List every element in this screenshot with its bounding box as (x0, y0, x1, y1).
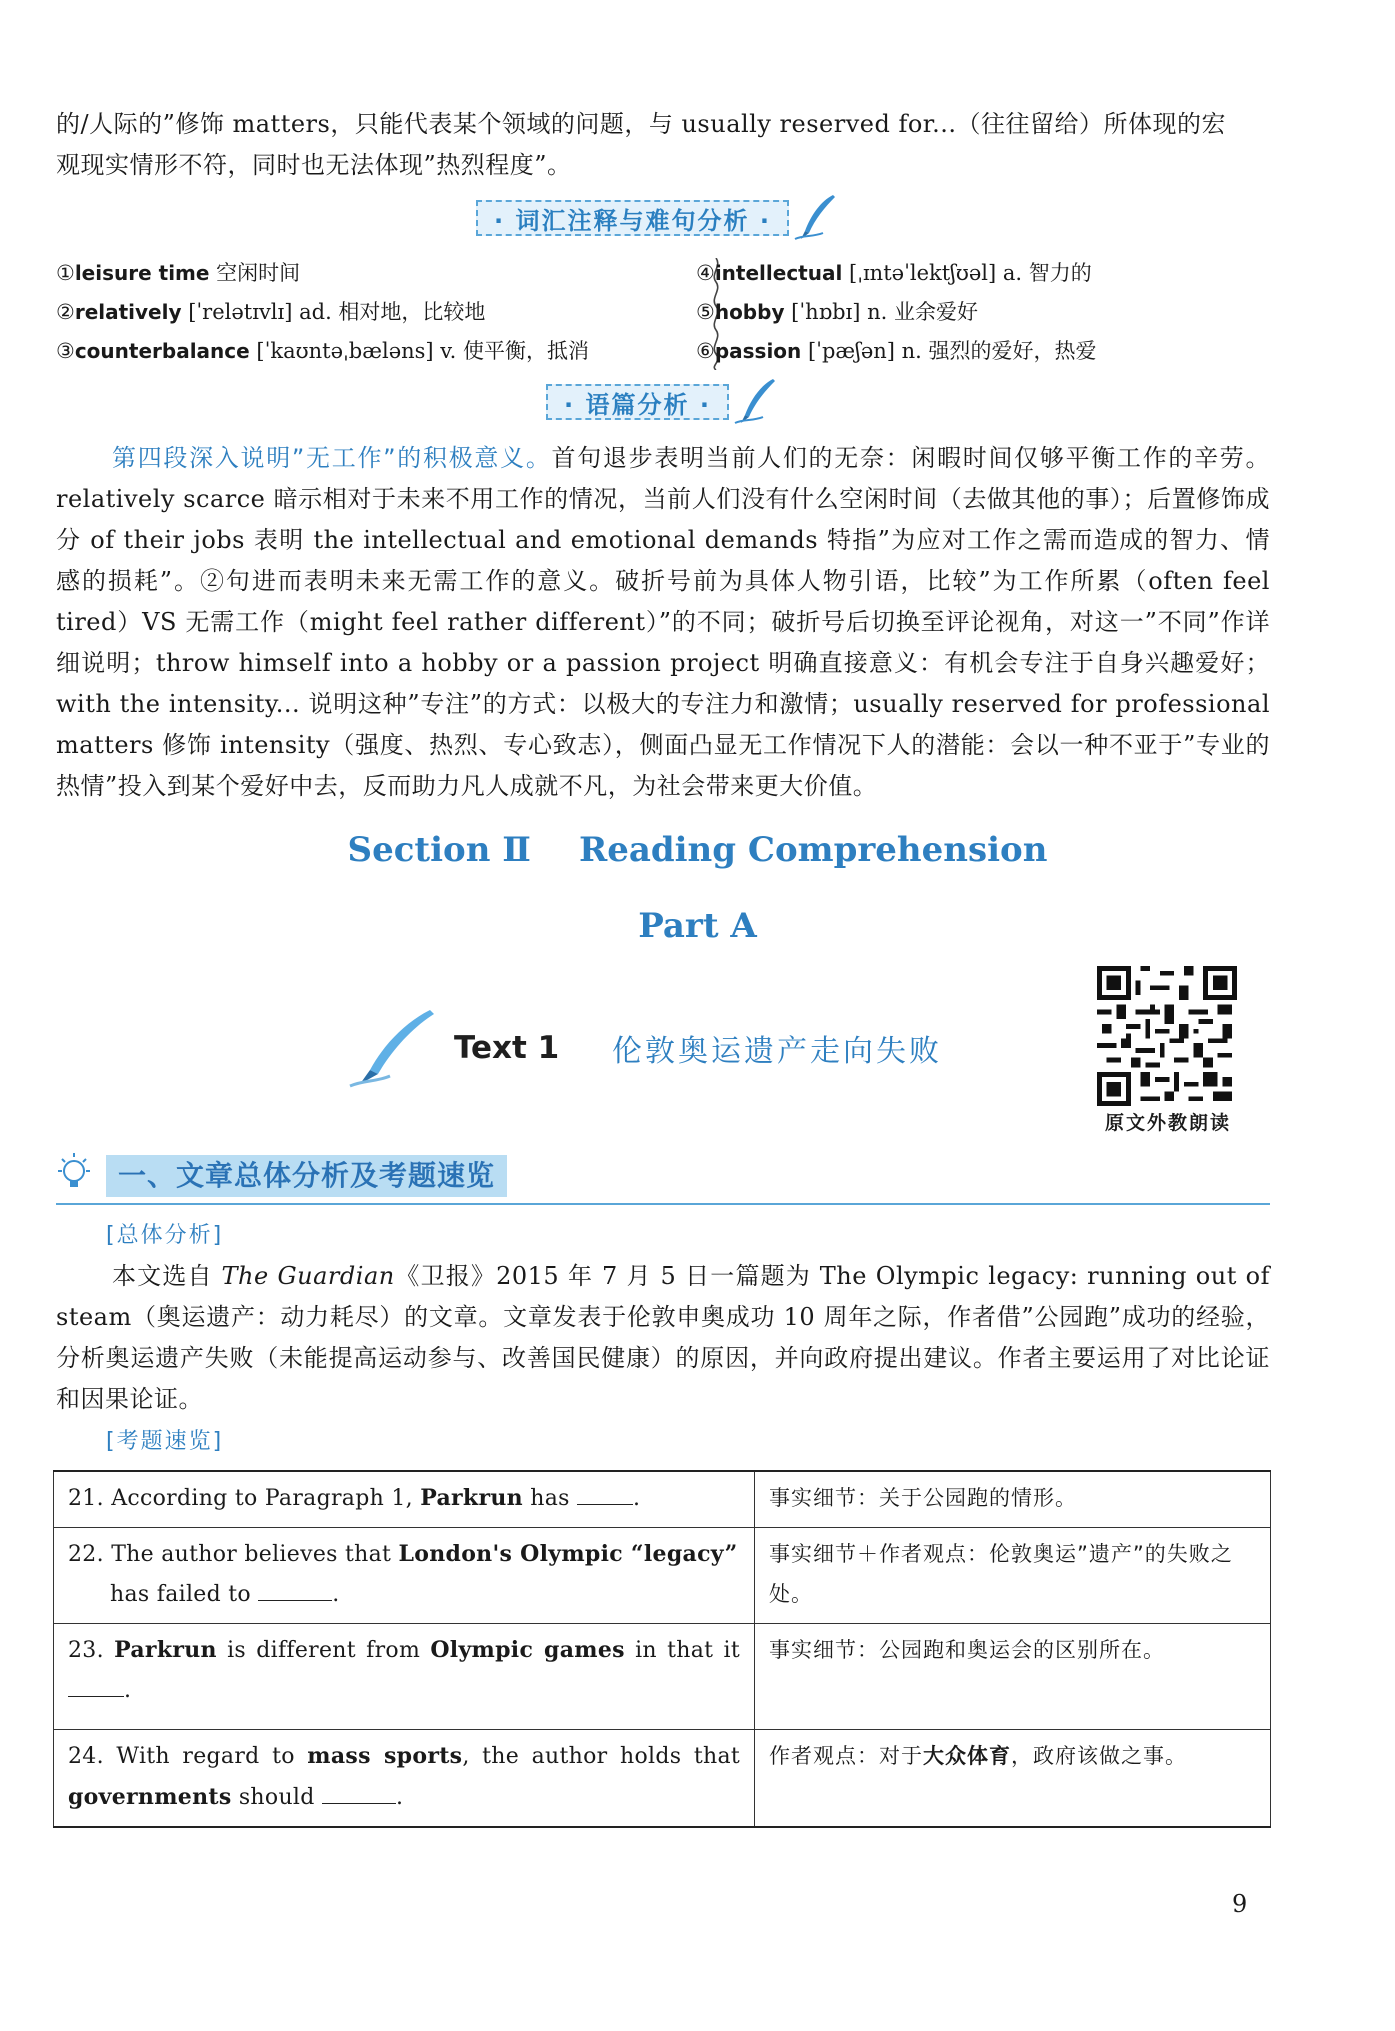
question-cell: 21. According to Paragraph 1, Parkrun has . (54, 1471, 755, 1528)
section-number: Section Ⅱ (347, 830, 531, 870)
answer-blank[interactable] (322, 1781, 396, 1804)
vocab-banner (476, 196, 839, 240)
quill-pen-icon (346, 1008, 436, 1088)
question-cell: 24. With regard to mass sports, the author holds that governments should . (54, 1730, 755, 1828)
vocab-list (56, 254, 1236, 372)
vocab-item: ⑤hobby [ˈhɒbɪ] n. 业余爱好 (696, 300, 978, 324)
vocab-item: ①leisure time 空闲时间 (56, 261, 301, 285)
vocab-column-right (696, 254, 1097, 371)
quick-view-label: [考题速览] (106, 1429, 224, 1454)
lightbulb-icon (52, 1151, 96, 1199)
vocab-item: ②relatively [ˈrelətɪvlɪ] ad. 相对地，比较地 (56, 300, 486, 324)
section-title (0, 830, 1395, 870)
table-row (54, 1624, 1271, 1730)
source-name: The Guardian (221, 1262, 395, 1290)
vocab-item: ③counterbalance [ˈkaʊntəˌbæləns] v. 使平衡，抵消 (56, 339, 590, 363)
vocab-banner-label: · 词汇注释与难句分析 · (476, 200, 789, 236)
intro-line-2: 观现实情形不符，同时也无法体现”热烈程度”。 (56, 151, 572, 179)
table-row (54, 1528, 1271, 1624)
vocab-item: ⑥passion [ˈpæʃən] n. 强烈的爱好，热爱 (696, 339, 1097, 363)
discourse-body: 首句退步表明当前人们的无奈：闲暇时间仅够平衡工作的辛劳。relatively scarce 暗示相对于未来不用工作的情况，当前人们没有什么空闲时间（去做其他的事）；后置修饰成分 of their jobs 表明 the intellectual and emotional demands 特指”为应对工作之需而造成的智力、情感的损耗”。②句进而表明未来无需工作的意义。破折号前为具体人物引语，比较”为工作所累（often feel tired）VS 无需工作（might feel rather different）”的不同；破折号后切换至评论视角，对这一”不同”作详细说明；throw himself into a hobby or a passion project 明确直接意义：有机会专注于自身兴趣爱好；with the intensity... 说明这种”专注”的方式：以极大的专注力和激情；usually reserved for professional matters 修饰 intensity（强度、热烈、专心致志），侧面凸显无工作情况下人的潜能：会以一种不亚于”专业的热情”投入到某个爱好中去，反而助力凡人成就不凡，为社会带来更大价值。 (56, 444, 1271, 800)
table-row (54, 1730, 1271, 1828)
answer-cell: 事实细节：公园跑和奥运会的区别所在。 (755, 1624, 1271, 1730)
intro-paragraph (56, 104, 1270, 186)
section-name: Reading Comprehension (578, 830, 1048, 870)
discourse-paragraph (56, 438, 1270, 807)
answer-blank[interactable] (258, 1578, 332, 1601)
overall-paragraph: 本文选自 The Guardian《卫报》2015 年 7 月 5 日一篇题为 The Olympic legacy: running out of steam（奥运遗产：动力耗尽）的文章。文章发表于伦敦申奥成功 10 周年之际，作者借”公园跑”成功的经验，分析奥运遗产失败（未能提高运动参与、改善国民健康）的原因，并向政府提出建议。作者主要运用了对比论证和因果论证。 (56, 1262, 1270, 1413)
vocab-column-left (56, 254, 589, 371)
text-label: Text 1 (454, 1030, 560, 1066)
section-heading: 一、文章总体分析及考题速览 (106, 1155, 507, 1197)
answer-cell: 事实细节＋作者观点：伦敦奥运”遗产”的失败之处。 (755, 1528, 1271, 1624)
text-title: 伦敦奥运遗产走向失败 (612, 1034, 942, 1069)
qr-code-icon[interactable] (1097, 966, 1237, 1106)
table-row (54, 1471, 1271, 1528)
vocab-item: ④intellectual [ˌɪntəˈlektʃʊəl] a. 智力的 (696, 261, 1092, 285)
discourse-banner (546, 380, 779, 424)
overall-analysis-label: [总体分析] (106, 1223, 224, 1248)
discourse-banner-label: · 语篇分析 · (546, 384, 729, 420)
qr-caption: 原文外教朗读 (1104, 1112, 1231, 1134)
quill-pen-icon (793, 193, 839, 243)
answer-blank[interactable] (68, 1674, 124, 1697)
question-cell: 22. The author believes that London's Olympic “legacy” has failed to . (54, 1528, 755, 1624)
answer-blank[interactable] (577, 1482, 633, 1505)
question-cell: 23. Parkrun is different from Olympic games in that it . (54, 1624, 755, 1730)
discourse-lead: 第四段深入说明”无工作”的积极意义。 (112, 444, 552, 472)
intro-line-1: 的/人际的”修饰 matters，只能代表某个领域的问题，与 usually reserved for...（往往留给）所体现的宏 (56, 110, 1227, 138)
text-heading (346, 1022, 966, 1122)
questions-table (53, 1470, 1271, 1828)
answer-cell: 事实细节：关于公园跑的情形。 (755, 1471, 1271, 1528)
part-title: Part A (638, 906, 757, 946)
page-number: 9 (1232, 1890, 1248, 1918)
quill-pen-icon (733, 377, 779, 427)
section-heading-bar (56, 1151, 1270, 1205)
answer-cell: 作者观点：对于大众体育，政府该做之事。 (755, 1730, 1271, 1828)
